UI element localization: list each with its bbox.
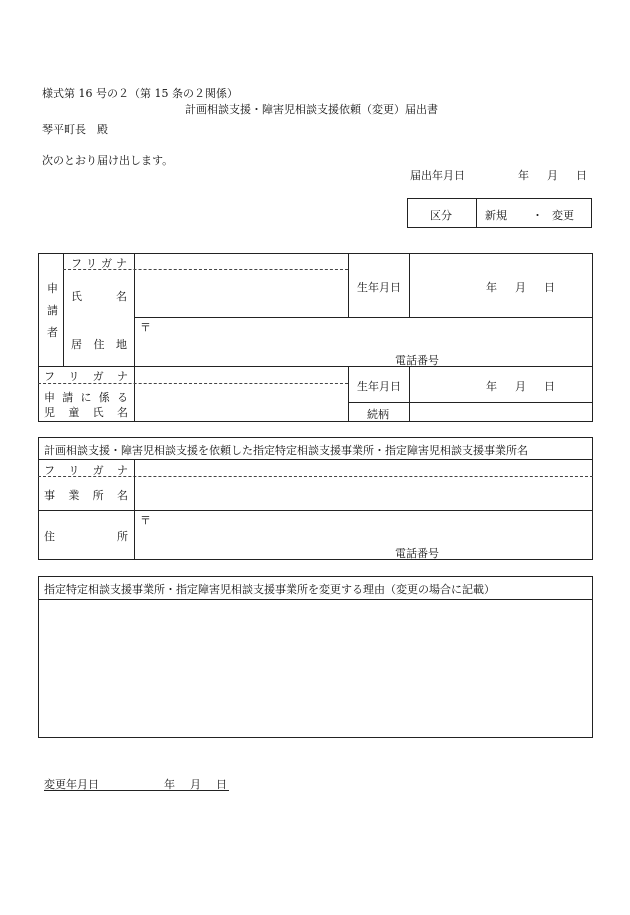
office-postal-mark: 〒 bbox=[140, 514, 151, 527]
child-relation-field[interactable] bbox=[411, 404, 591, 420]
applicant-birth-day: 日 bbox=[544, 281, 555, 294]
month-unit: 月 bbox=[547, 169, 558, 182]
applicant-side-label: 申 請 者 bbox=[47, 282, 58, 339]
intro-text: 次のとおり届け出します。 bbox=[42, 154, 174, 167]
child-name-label-line1: 申 請 に 係 る bbox=[44, 391, 128, 404]
applicant-name-label: 氏 名 bbox=[71, 290, 127, 303]
office-header: 計画相談支援・障害児相談支援を依頼した指定特定相談支援事業所・指定障害児相談支援事業所名 bbox=[44, 444, 528, 457]
applicant-furigana-label: フ リ ガ ナ bbox=[71, 257, 127, 270]
applicant-postal-mark: 〒 bbox=[140, 321, 151, 334]
child-birth-year: 年 bbox=[486, 380, 497, 393]
office-furigana-field[interactable] bbox=[136, 462, 591, 474]
child-relation-label: 続柄 bbox=[367, 408, 389, 421]
applicant-furigana-field[interactable] bbox=[136, 256, 346, 268]
office-address-label: 住 所 bbox=[44, 530, 128, 543]
form-number: 様式第 16 号の２（第 15 条の２関係） bbox=[42, 87, 238, 100]
category-separator: ・ bbox=[532, 209, 543, 222]
category-option-change[interactable]: 変更 bbox=[552, 209, 574, 222]
child-birth-month: 月 bbox=[515, 380, 526, 393]
child-birth-day: 日 bbox=[544, 380, 555, 393]
year-unit: 年 bbox=[518, 169, 529, 182]
category-label: 区分 bbox=[430, 209, 452, 222]
reason-header: 指定特定相談支援事業所・指定障害児相談支援事業所を変更する理由（変更の場合に記載） bbox=[44, 583, 495, 596]
change-date-day: 日 bbox=[216, 778, 227, 791]
office-phone-label: 電話番号 bbox=[395, 547, 439, 560]
applicant-birth-month: 月 bbox=[515, 281, 526, 294]
submit-date-label: 届出年月日 bbox=[410, 169, 465, 182]
office-name-label: 事 業 所 名 bbox=[44, 489, 128, 502]
applicant-name-field[interactable] bbox=[136, 272, 346, 315]
category-option-new[interactable]: 新規 bbox=[485, 209, 507, 222]
child-furigana-label: フ リ ガ ナ bbox=[44, 370, 128, 383]
applicant-birth-label: 生年月日 bbox=[357, 281, 401, 294]
child-name-field[interactable] bbox=[136, 386, 346, 420]
change-date-year: 年 bbox=[164, 778, 175, 791]
applicant-phone-label: 電話番号 bbox=[395, 354, 439, 367]
change-date-month: 月 bbox=[190, 778, 201, 791]
child-furigana-field[interactable] bbox=[136, 369, 346, 381]
child-birth-label: 生年月日 bbox=[357, 380, 401, 393]
applicant-birth-year: 年 bbox=[486, 281, 497, 294]
child-name-label-line2: 児 童 氏 名 bbox=[44, 406, 128, 419]
change-date-label: 変更年月日 bbox=[44, 778, 99, 791]
applicant-address-field[interactable] bbox=[136, 332, 591, 350]
office-address-field[interactable] bbox=[136, 526, 591, 542]
day-unit: 日 bbox=[576, 169, 587, 182]
office-furigana-label: フ リ ガ ナ bbox=[44, 464, 128, 477]
form-title: 計画相談支援・障害児相談支援依頼（変更）届出書 bbox=[185, 103, 438, 116]
office-name-field[interactable] bbox=[136, 479, 591, 508]
applicant-address-label: 居 住 地 bbox=[71, 338, 127, 351]
reason-field[interactable] bbox=[40, 601, 591, 736]
addressee: 琴平町長 殿 bbox=[42, 123, 108, 136]
